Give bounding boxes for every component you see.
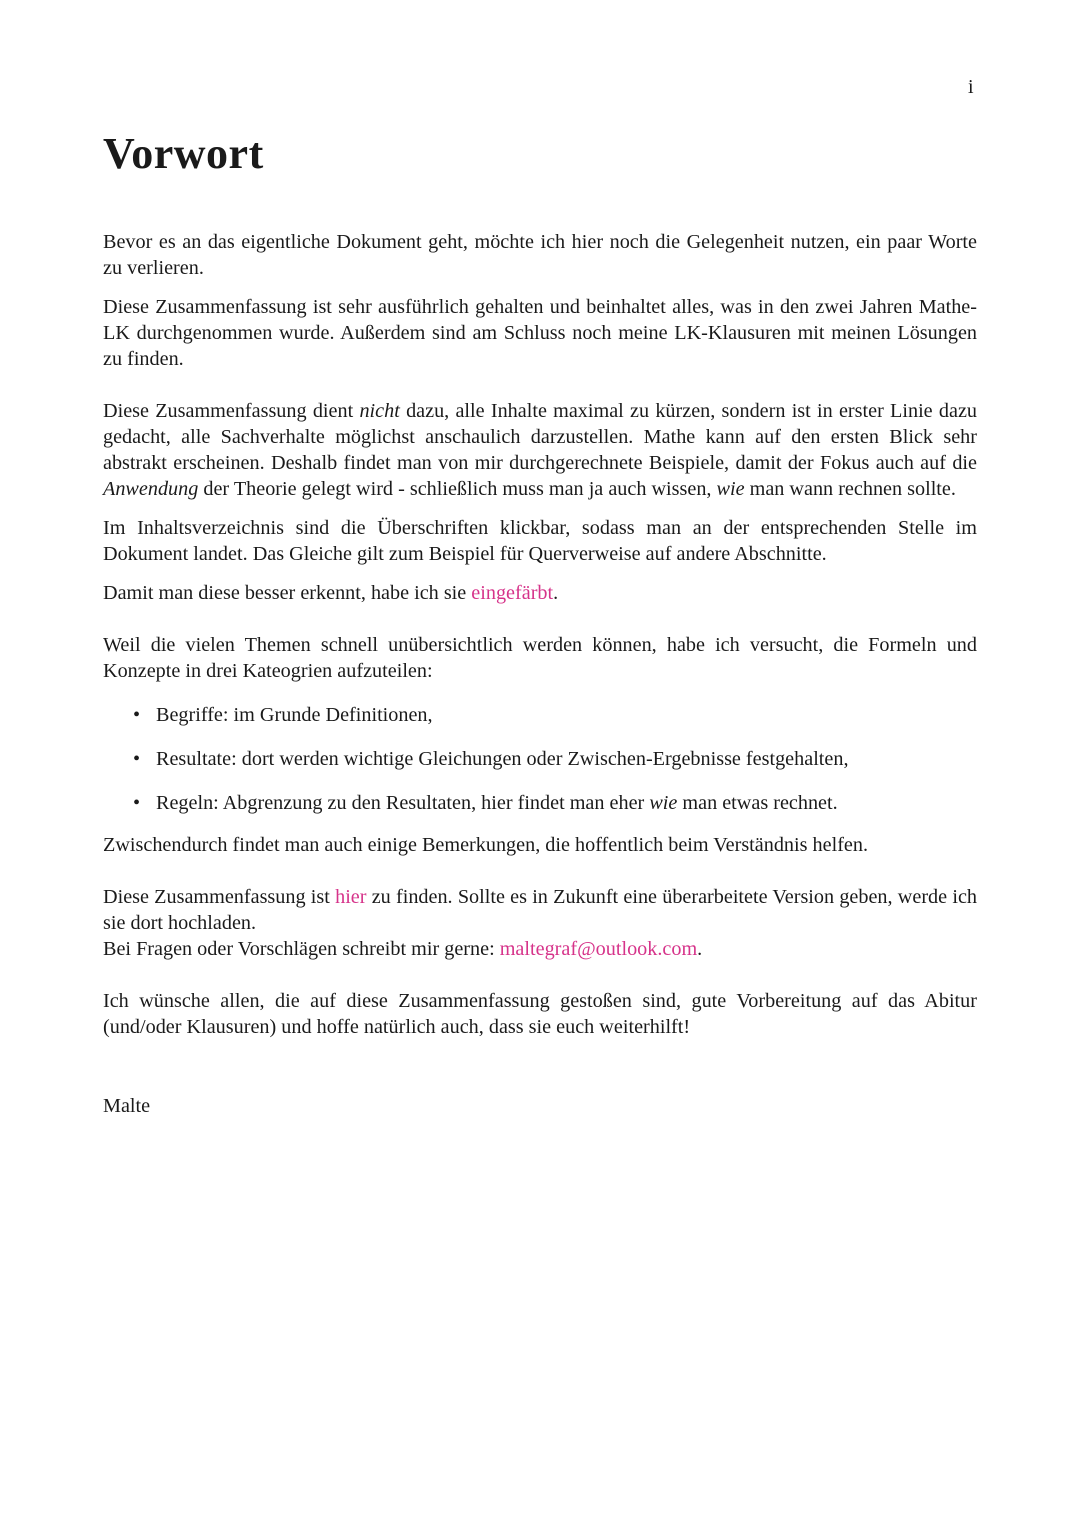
- emphasis-wie: wie: [716, 478, 745, 500]
- page-title: Vorwort: [103, 129, 264, 178]
- purpose-text-c: der Theorie gelegt wird - schließlich muss man ja auch wissen,: [198, 478, 717, 500]
- list-item-resultate: [103, 746, 977, 772]
- contact-text: Bei Fragen oder Vorschlägen schreibt mir gerne:: [103, 938, 500, 960]
- paragraph-categories-text: Weil die vielen Themen schnell unübersichtlich werden können, habe ich versucht, die Formeln und Konzepte in drei Kateogrien aufzuteilen:: [103, 634, 977, 682]
- coloring-text-a: Damit man diese besser erkennt, habe ich sie: [103, 582, 472, 604]
- paragraph-toc-text: Im Inhaltsverzeichnis sind die Überschriften klickbar, sodass man an der entsprechenden Stelle im Dokument landet. Das Gleiche gilt zum Beispiel für Querverweise auf andere Abschnitte.: [103, 517, 977, 565]
- paragraph-remarks-text: Zwischendurch findet man auch einige Bemerkungen, die hoffentlich beim Verständnis helfen.: [103, 834, 869, 856]
- paragraph-scope: [103, 294, 977, 372]
- link-eingefaerbt[interactable]: eingefärbt: [471, 582, 554, 604]
- list-item-text-a: Regeln: Abgrenzung zu den Resultaten, hier findet man eher: [156, 792, 650, 814]
- contact-text-end: .: [697, 938, 703, 960]
- purpose-text-a: Diese Zusammenfassung dient: [103, 400, 360, 422]
- list-item-begriffe: [103, 702, 977, 728]
- purpose-text-b: dazu, alle Inhalte maximal zu kürzen, sondern ist in erster Linie dazu gedacht, alle Sachverhalte möglichst anschaulich darzustellen. Mathe kann auf den ersten Blick sehr abstrakt erscheinen. Deshalb findet man von mir durchgerechnete Beispiele, damit der Fokus auch auf die: [103, 400, 977, 474]
- paragraph-wishes-text: Ich wünsche allen, die auf diese Zusammenfassung gestoßen sind, gute Vorbereitung auf das Abitur (und/oder Klausuren) und hoffe natürlich auch, dass sie euch weiterhilft!: [103, 990, 977, 1038]
- list-item-text: Resultate: dort werden wichtige Gleichungen oder Zwischen-Ergebnisse festgehalten,: [156, 748, 849, 770]
- bullet-icon: •: [133, 792, 141, 814]
- emphasis-wie-rule: wie: [649, 792, 678, 814]
- paragraph-remarks: [103, 832, 977, 858]
- document-body: [103, 229, 977, 1119]
- paragraph-scope-text: Diese Zusammenfassung ist sehr ausführlich gehalten und beinhaltet alles, was in den zwei Jahren Mathe-LK durchgenommen wurde. Außerdem sind am Schluss noch meine LK-Klausuren mit meinen Lösungen zu finden.: [103, 296, 977, 370]
- paragraph-intro: [103, 229, 977, 281]
- paragraph-categories: [103, 632, 977, 684]
- paragraph-coloring: [103, 580, 977, 606]
- category-list: [103, 702, 977, 816]
- page-number: i: [968, 76, 974, 98]
- download-text-b: zu finden. Sollte es in Zukunft eine überarbeitete Version geben, werde ich sie dort hochladen.: [103, 886, 977, 934]
- paragraph-toc-info: [103, 515, 977, 567]
- bullet-icon: •: [133, 704, 141, 726]
- emphasis-anwendung: Anwendung: [103, 478, 199, 500]
- list-item-text-b: man etwas rechnet.: [677, 792, 838, 814]
- signature: Malte: [103, 1095, 151, 1117]
- emphasis-nicht: nicht: [359, 400, 400, 422]
- coloring-text-b: .: [553, 582, 559, 604]
- bullet-icon: •: [133, 748, 141, 770]
- paragraph-purpose: [103, 398, 977, 502]
- list-item-text: Begriffe: im Grunde Definitionen,: [156, 704, 433, 726]
- paragraph-download: [103, 884, 977, 962]
- purpose-text-d: man wann rechnen sollte.: [744, 478, 956, 500]
- paragraph-wishes: [103, 988, 977, 1040]
- email-link[interactable]: maltegraf@outlook.com: [499, 938, 698, 960]
- download-text-a: Diese Zusammenfassung ist: [103, 886, 336, 908]
- paragraph-intro-text: Bevor es an das eigentliche Dokument geht, möchte ich hier noch die Gelegenheit nutzen, ein paar Worte zu verlieren.: [103, 231, 977, 279]
- link-hier[interactable]: hier: [335, 886, 367, 908]
- list-item-regeln: [103, 790, 977, 816]
